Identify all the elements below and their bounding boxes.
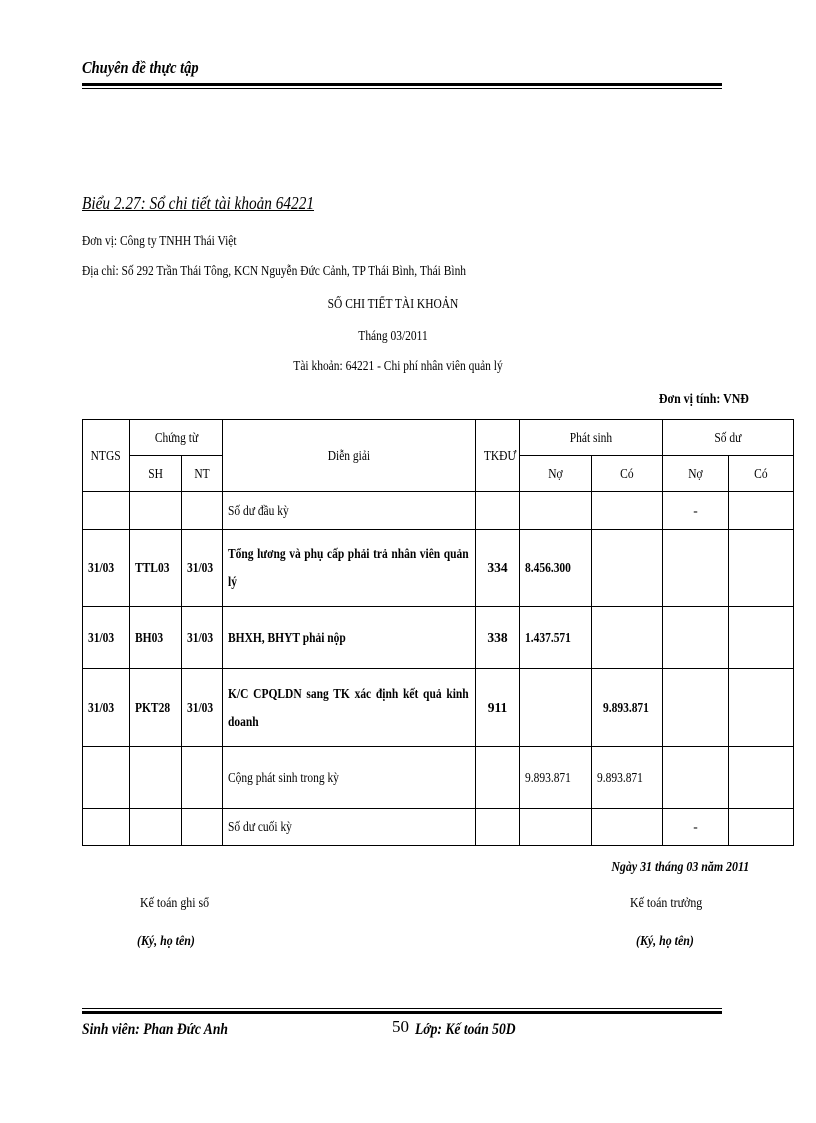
table-row — [83, 607, 794, 669]
signature-date: Ngày 31 tháng 03 năm 2011 — [611, 860, 749, 875]
header-phat-sinh-no: Nợ — [520, 456, 592, 492]
row3-sh: PKT28 — [130, 669, 182, 747]
company-address: Địa chỉ: Số 292 Trần Thái Tông, KCN Nguyễn Đức Cảnh, TP Thái Bình, Thái Bình — [82, 263, 467, 278]
header-chung-tu: Chứng từ — [130, 420, 223, 456]
total-no: 9.893.871 — [520, 747, 592, 809]
header-nt: NT — [182, 456, 223, 492]
header-rule-thick — [82, 83, 722, 86]
company-unit: Đơn vị: Công ty TNHH Thái Việt — [82, 233, 237, 248]
right-signer-role: Kế toán trưởng — [630, 896, 703, 911]
header-ntgs: NTGS — [83, 420, 130, 492]
header-dien-giai: Diễn giải — [223, 420, 476, 492]
header-phat-sinh-co: Có — [592, 456, 663, 492]
left-signer-role: Kế toán ghi sổ — [140, 896, 210, 911]
closing-balance-row — [83, 809, 794, 846]
header-phat-sinh: Phát sinh — [520, 420, 663, 456]
row3-nt: 31/03 — [182, 669, 223, 747]
opening-balance-no: - — [663, 492, 729, 530]
row1-sh: TTL03 — [130, 530, 182, 607]
header-rule-thin — [82, 88, 722, 89]
row1-co — [592, 530, 663, 607]
row3-co: 9.893.871 — [592, 669, 663, 747]
opening-desc: Số dư đầu kỳ — [223, 492, 476, 530]
header-row-1 — [83, 420, 794, 456]
student-name: Sinh viên: Phan Đức Anh — [82, 1021, 228, 1038]
row2-sh: BH03 — [130, 607, 182, 669]
table-row — [83, 530, 794, 607]
row1-nt: 31/03 — [182, 530, 223, 607]
total-row — [83, 747, 794, 809]
document-title: SỔ CHI TIẾT TÀI KHOẢN — [327, 296, 459, 311]
row1-no: 8.456.300 — [520, 530, 592, 607]
footer-rule-thick — [82, 1011, 722, 1014]
header-so-du-co: Có — [729, 456, 794, 492]
row3-ntgs: 31/03 — [83, 669, 130, 747]
row2-desc: BHXH, BHYT phải nộp — [223, 607, 476, 669]
header-so-du-no: Nợ — [663, 456, 729, 492]
header-sh: SH — [130, 456, 182, 492]
table-row — [83, 669, 794, 747]
row2-ntgs: 31/03 — [83, 607, 130, 669]
total-desc: Cộng phát sinh trong kỳ — [223, 747, 476, 809]
header-so-du: Số dư — [663, 420, 794, 456]
currency-unit: Đơn vị tính: VNĐ — [658, 392, 749, 407]
report-month: Tháng 03/2011 — [358, 328, 428, 343]
ledger-table — [82, 419, 794, 846]
closing-desc: Số dư cuối kỳ — [223, 809, 476, 846]
page-number: 50 — [392, 1017, 409, 1036]
opening-balance-row — [83, 492, 794, 530]
footer-rule-thin — [82, 1008, 722, 1009]
form-caption: Biểu 2.27: Sổ chi tiết tài khoản 64221 — [82, 193, 315, 213]
account-line: Tài khoản: 64221 - Chi phí nhân viên quản lý — [293, 358, 503, 373]
header-title: Chuyên đề thực tập — [82, 58, 199, 77]
closing-balance-no: - — [663, 809, 729, 846]
row1-ntgs: 31/03 — [83, 530, 130, 607]
row1-tkdu: 334 — [476, 530, 520, 607]
row3-no — [520, 669, 592, 747]
right-signer-note: (Ký, họ tên) — [636, 934, 694, 949]
student-class: Lớp: Kế toán 50D — [415, 1021, 516, 1038]
row3-tkdu: 911 — [476, 669, 520, 747]
total-co: 9.893.871 — [592, 747, 663, 809]
row2-tkdu: 338 — [476, 607, 520, 669]
row3-desc: K/C CPQLDN sang TK xác định kết quả kinh doanh — [223, 669, 476, 747]
row1-desc: Tổng lương và phụ cấp phải trả nhân viên quản lý — [223, 530, 476, 607]
row2-nt: 31/03 — [182, 607, 223, 669]
row2-no: 1.437.571 — [520, 607, 592, 669]
header-tkdu: TKĐƯ — [476, 420, 520, 492]
left-signer-note: (Ký, họ tên) — [137, 934, 195, 949]
row2-co — [592, 607, 663, 669]
